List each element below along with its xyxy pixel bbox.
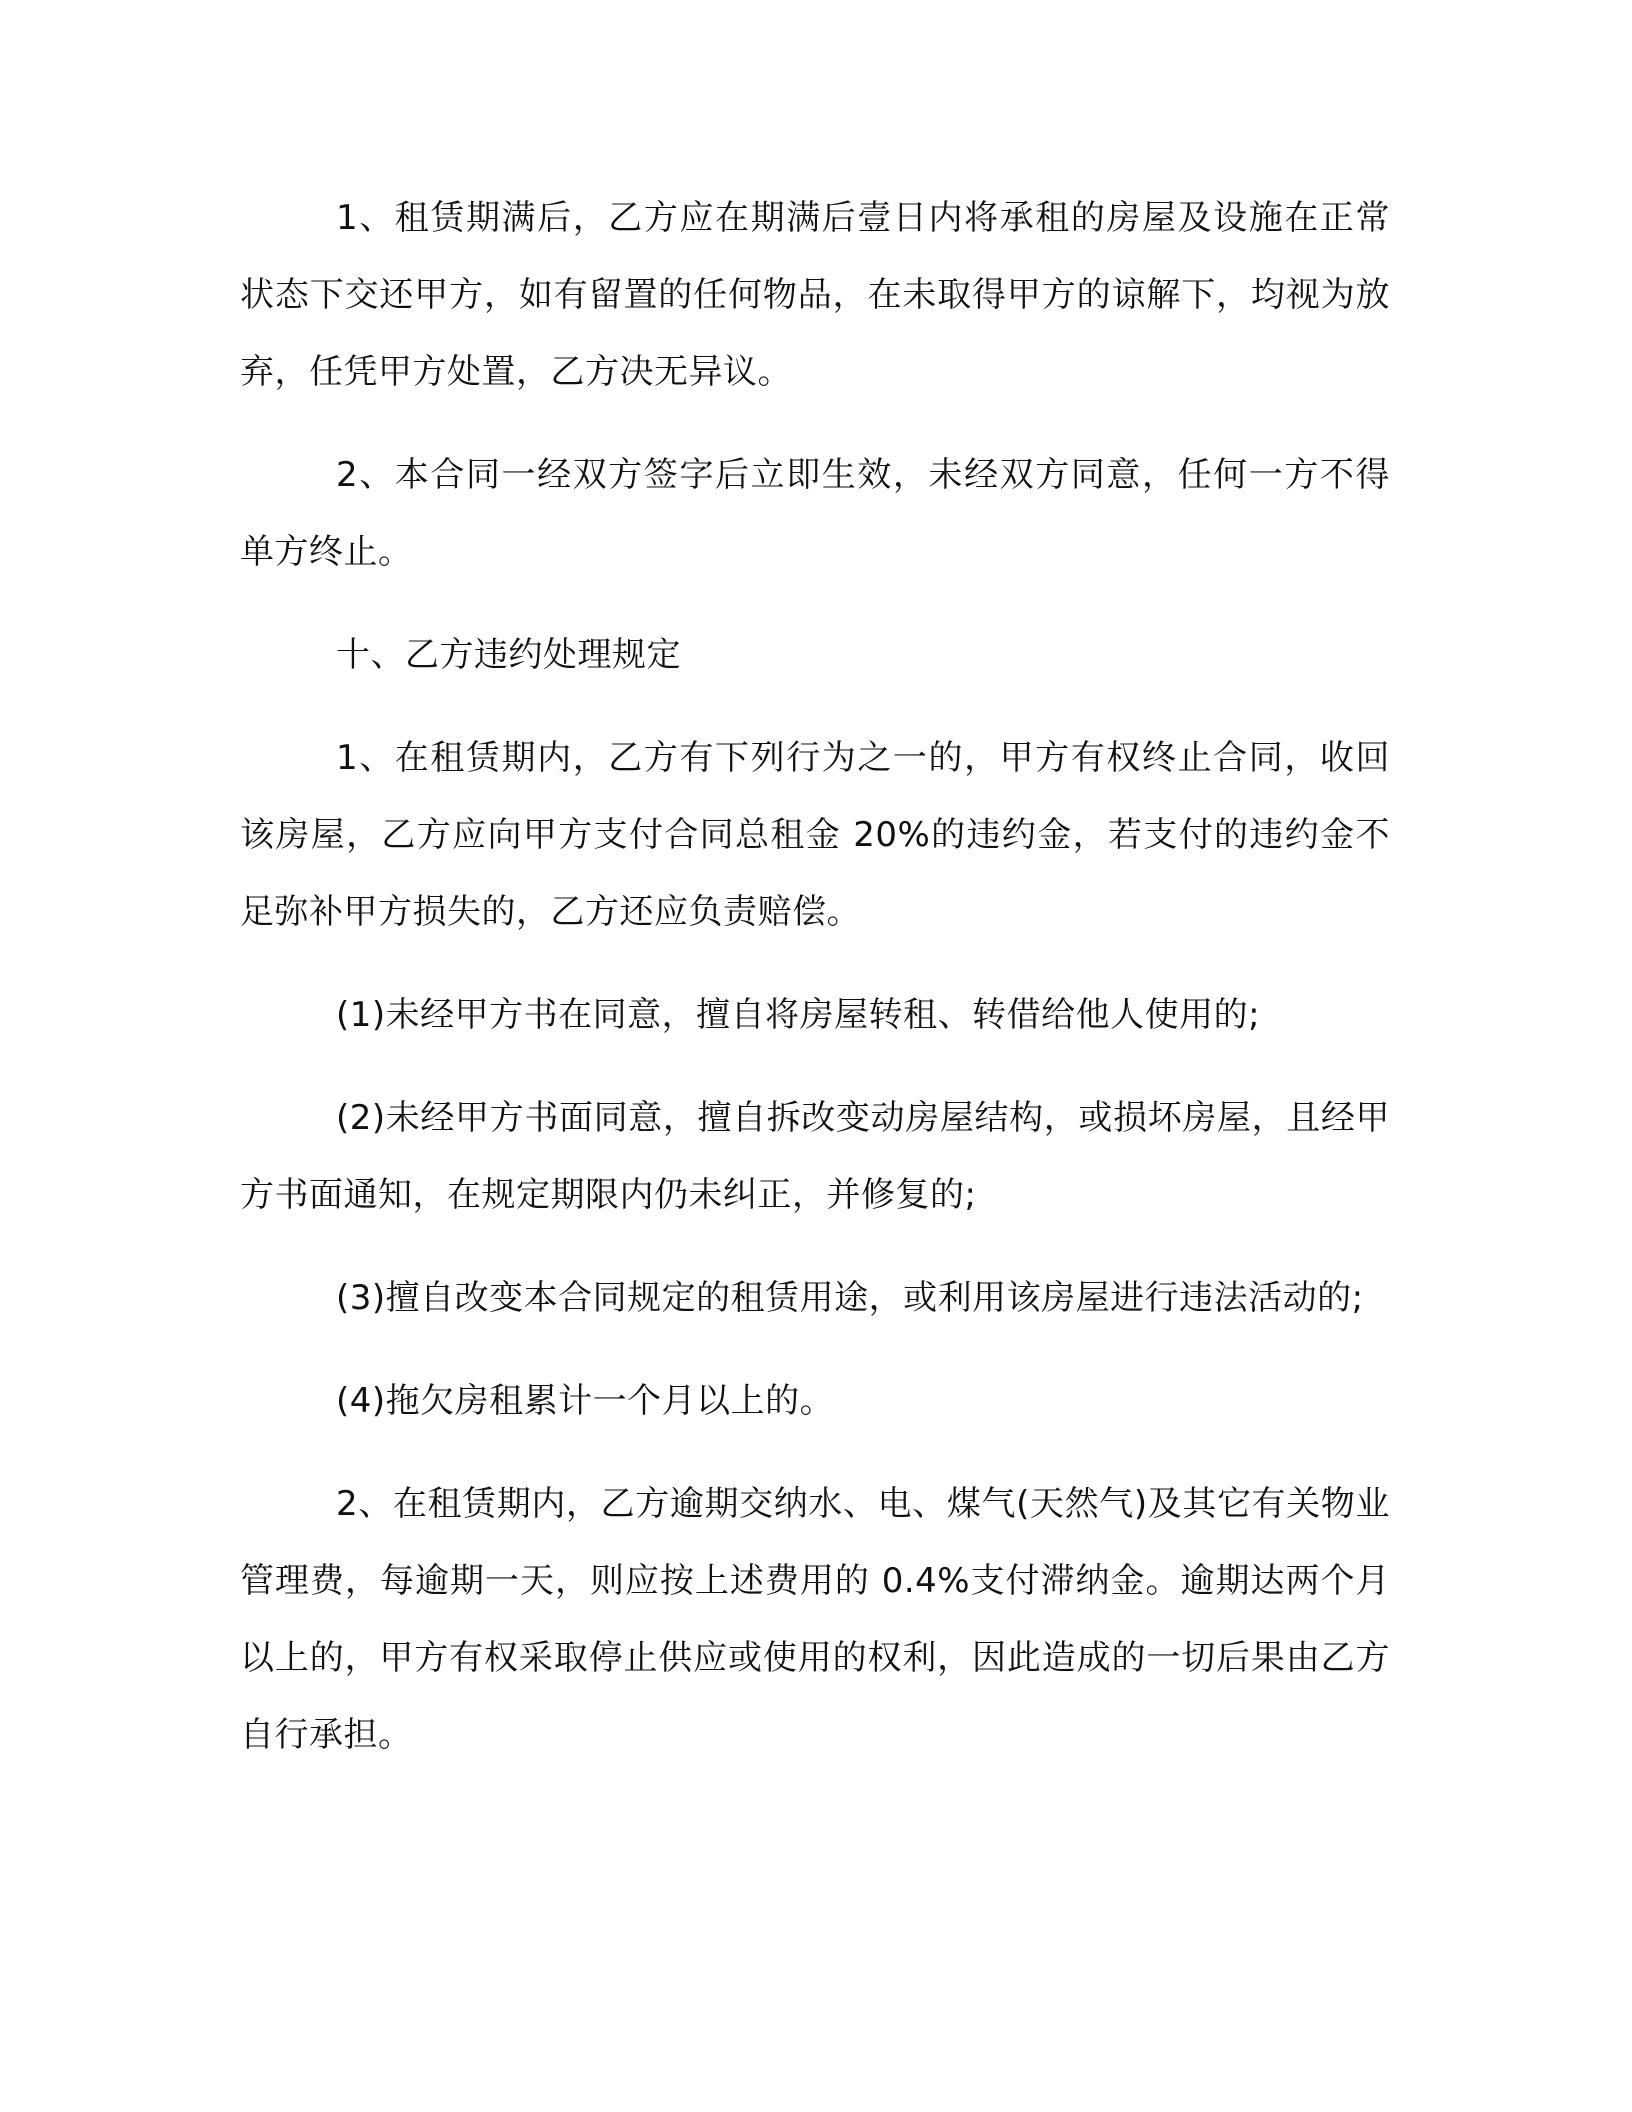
list-item-rent-arrears: (4)拖欠房租累计一个月以上的。 (336, 1381, 835, 1421)
paragraph-contract-effective: 2、本合同一经双方签字后立即生效，未经双方同意，任何一方不得单方终止。 (240, 455, 1390, 572)
paragraph-late-fees: 2、在租赁期内，乙方逾期交纳水、电、煤气(天然气)及其它有关物业管理费，每逾期一天，则应按上述费用的 0.4%支付滞纳金。逾期达两个月以上的，甲方有权采取停止供应或使用的权利，因此造成的一切后果由乙方自行承担。 (240, 1484, 1390, 1755)
list-item-structural-change: (2)未经甲方书面同意，擅自拆改变动房屋结构，或损坏房屋，且经甲方书面通知，在规定期限内仍未纠正，并修复的; (240, 1098, 1390, 1215)
list-item-illegal-use: (3)擅自改变本合同规定的租赁用途，或利用该房屋进行违法活动的; (336, 1278, 1364, 1318)
document-page (240, 180, 1390, 1774)
list-item-sublet: (1)未经甲方书在同意，擅自将房屋转租、转借给他人使用的; (336, 995, 1261, 1035)
paragraph-return-premises: 1、租赁期满后，乙方应在期满后壹日内将承租的房屋及设施在正常状态下交还甲方，如有留置的任何物品，在未取得甲方的谅解下，均视为放弃，任凭甲方处置，乙方决无异议。 (240, 198, 1390, 392)
section-heading-breach: 十、乙方违约处理规定 (336, 635, 681, 675)
paragraph-termination-rights: 1、在租赁期内，乙方有下列行为之一的，甲方有权终止合同，收回该房屋，乙方应向甲方支付合同总租金 20%的违约金，若支付的违约金不足弥补甲方损失的，乙方还应负责赔偿。 (240, 738, 1390, 932)
